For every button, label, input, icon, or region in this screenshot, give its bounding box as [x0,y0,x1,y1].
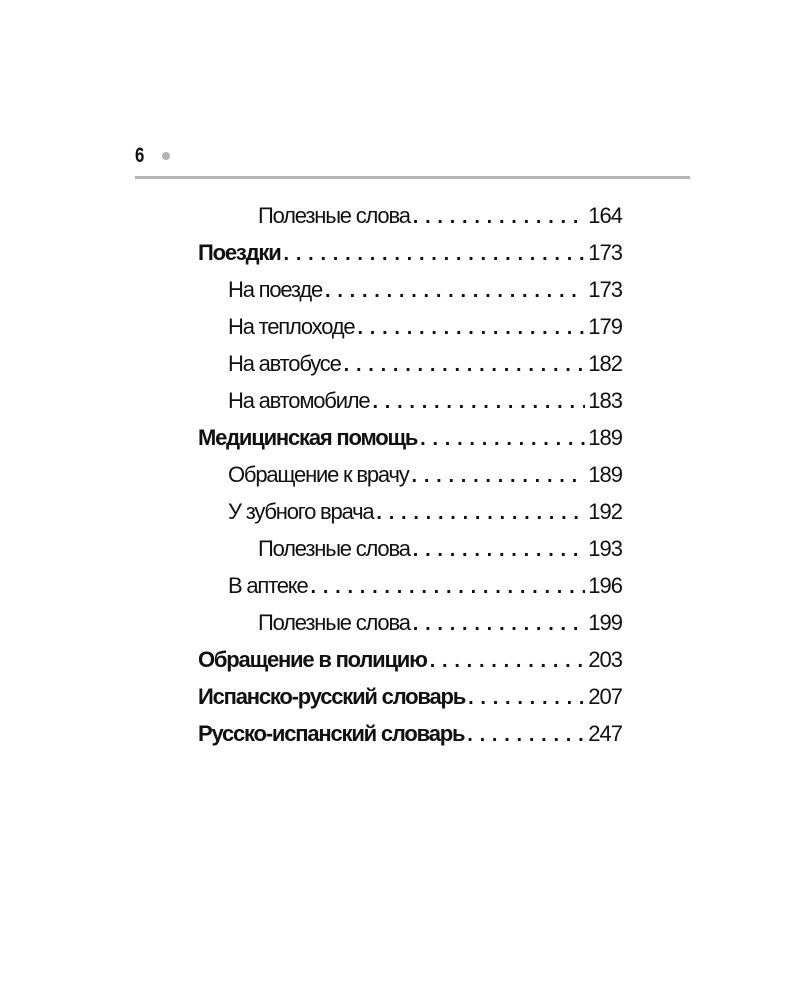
dot-leader [344,345,586,382]
toc-entry-page: 189 [588,425,622,450]
toc-entry-dentist[interactable] [198,493,622,530]
toc-entry-title: У зубного врача [228,499,374,524]
dot-leader [372,382,585,419]
dot-leader [376,493,585,530]
toc-entry-page: 247 [588,721,622,746]
toc-entry-trips[interactable] [198,234,622,271]
dot-leader [325,271,585,308]
toc-entry-title: Обращение в полицию [198,647,427,672]
toc-entry-title: Русско-испанский словарь [198,721,465,746]
toc-entry-title: Обращение к врачу [228,462,409,487]
toc-entry-title: На поезде [228,277,323,302]
toc-entry-title: Медицинская помощь [198,425,418,450]
toc-entry-train[interactable] [198,271,622,308]
dot-leader [413,197,586,234]
toc-entry-ship[interactable] [198,308,622,345]
dot-leader [468,678,585,715]
table-of-contents [198,197,622,752]
header-divider [135,176,690,179]
toc-entry-russian-spanish-dictionary[interactable] [198,715,622,752]
toc-entry-page: 192 [588,499,622,524]
toc-entry-medical-help[interactable] [198,419,622,456]
toc-entry-useful-words-2[interactable] [198,530,622,567]
toc-entry-page: 199 [588,610,622,635]
toc-entry-title: На автобусе [228,351,341,376]
bullet-dot-icon [162,152,170,160]
page-number: 6 [135,144,145,167]
toc-entry-bus[interactable] [198,345,622,382]
dot-leader [430,641,586,678]
toc-entry-title: Полезные слова [258,536,410,561]
dot-leader [357,308,585,345]
toc-entry-page: 183 [588,388,622,413]
toc-entry-page: 203 [588,647,622,672]
toc-entry-title: Испанско-русский словарь [198,684,466,709]
toc-entry-title: На теплоходе [228,314,355,339]
toc-entry-page: 164 [588,203,622,228]
dot-leader [284,234,586,271]
toc-entry-page: 173 [588,240,622,265]
dot-leader [413,530,586,567]
toc-entry-title: Полезные слова [258,203,410,228]
toc-entry-pharmacy[interactable] [198,567,622,604]
toc-entry-title: На автомобиле [228,388,370,413]
page-header [135,140,690,180]
toc-entry-title: Поездки [198,240,281,265]
toc-entry-spanish-russian-dictionary[interactable] [198,678,622,715]
toc-entry-page: 189 [588,462,622,487]
toc-entry-page: 207 [588,684,622,709]
toc-entry-title: В аптеке [228,573,308,598]
toc-entry-police[interactable] [198,641,622,678]
dot-leader [467,715,585,752]
toc-entry-page: 196 [588,573,622,598]
toc-entry-page: 182 [588,351,622,376]
toc-entry-useful-words-3[interactable] [198,604,622,641]
toc-entry-page: 179 [588,314,622,339]
toc-entry-car[interactable] [198,382,622,419]
dot-leader [311,567,586,604]
toc-entry-doctor[interactable] [198,456,622,493]
toc-entry-page: 193 [588,536,622,561]
dot-leader [413,604,586,641]
dot-leader [412,456,586,493]
toc-entry-useful-words-1[interactable] [198,197,622,234]
toc-entry-page: 173 [588,277,622,302]
dot-leader [420,419,585,456]
toc-entry-title: Полезные слова [258,610,410,635]
